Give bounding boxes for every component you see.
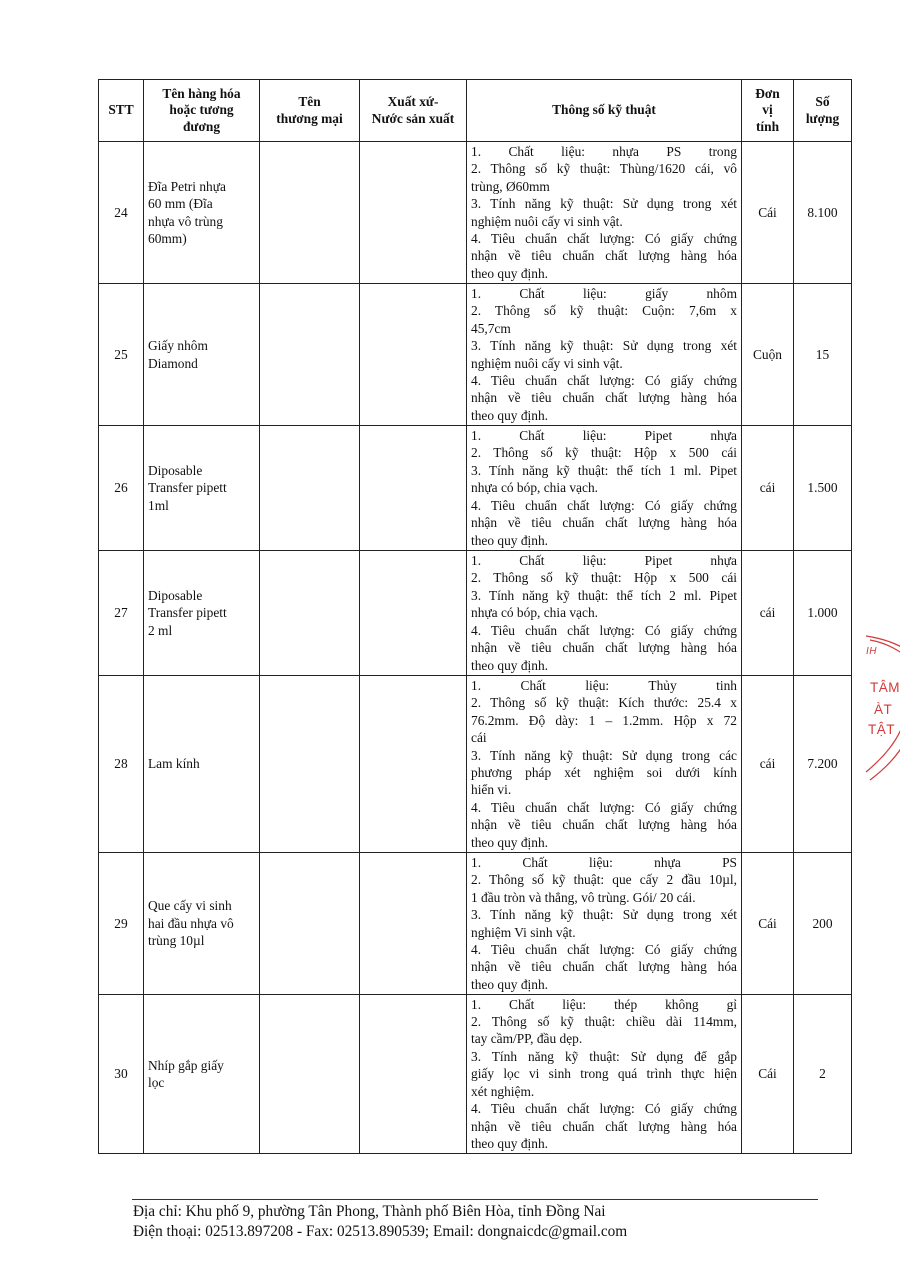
spec-line: 2. Thông số kỹ thuật: Hộp x 500 cái — [471, 445, 737, 461]
row-unit: cái — [742, 426, 794, 551]
spec-line: 1. Chất liệu: giấy nhôm — [471, 285, 737, 301]
item-name-line: Que cấy vi sinh — [148, 898, 232, 914]
spec-line: xét nghiệm. — [471, 1083, 535, 1099]
row-trade-name — [260, 142, 360, 284]
spec-line: hiển vi. — [471, 782, 512, 798]
row-origin — [360, 676, 467, 853]
row-specifications — [467, 676, 742, 853]
spec-line: nhận về tiêu chuẩn chất lượng hàng hóa — [471, 1118, 737, 1134]
specification-table — [98, 79, 852, 1154]
spec-line: 2. Thông số kỹ thuật: Kích thước: 25.4 x — [471, 695, 737, 711]
spec-line: 3. Tính năng kỹ thuật: Sử dụng trong xét — [471, 338, 737, 354]
row-stt: 24 — [99, 142, 144, 284]
spec-line: 76.2mm. Độ dày: 1 – 1.2mm. Hộp x 72 — [471, 712, 737, 728]
header-trade-name: Tên thương mại — [260, 80, 360, 142]
row-stt: 29 — [99, 853, 144, 995]
row-origin — [360, 284, 467, 426]
spec-line: 1. Chất liệu: Pipet nhựa — [471, 553, 737, 569]
spec-line: nghiệm Vi sinh vật. — [471, 924, 576, 940]
spec-line: 2. Thông số kỹ thuật: chiều dài 114mm, — [471, 1014, 737, 1030]
spec-line: 2. Thông số kỹ thuật: Hộp x 500 cái — [471, 570, 737, 586]
item-name-line: Đĩa Petri nhựa — [148, 178, 226, 194]
item-name-line: Giấy nhôm — [148, 338, 208, 354]
spec-line: 45,7cm — [471, 320, 511, 336]
spec-line: 2. Thông số kỹ thuật: que cấy 2 đầu 10µl, — [471, 872, 737, 888]
row-quantity: 1.000 — [794, 551, 852, 676]
row-quantity: 2 — [794, 995, 852, 1154]
row-stt: 28 — [99, 676, 144, 853]
row-specifications — [467, 551, 742, 676]
item-name-line: Transfer pipett — [148, 480, 227, 496]
row-item-name — [144, 853, 260, 995]
table-row — [99, 853, 852, 995]
spec-line: theo quy định. — [471, 265, 548, 281]
spec-line: phương pháp xét nghiệm soi dưới kính — [471, 765, 737, 780]
spec-line: 3. Tính năng kỹ thuật: thể tích 1 ml. Pipet — [471, 462, 737, 478]
row-unit: cái — [742, 551, 794, 676]
spec-line: 3. Tính năng kỹ thuật: Sử dụng trong các — [471, 747, 737, 763]
spec-line: 4. Tiêu chuẩn chất lượng: Có giấy chứng — [471, 372, 737, 388]
row-unit: Cái — [742, 142, 794, 284]
spec-line: nhựa có bóp, chia vạch. — [471, 480, 598, 496]
row-stt: 25 — [99, 284, 144, 426]
spec-line: 1. Chất liệu: thép không gỉ — [471, 996, 737, 1012]
spec-line: theo quy định. — [471, 976, 548, 992]
row-item-name — [144, 551, 260, 676]
table-row — [99, 676, 852, 853]
row-origin — [360, 551, 467, 676]
header-origin: Xuất xứ- Nước sản xuất — [360, 80, 467, 142]
row-origin — [360, 142, 467, 284]
row-quantity: 1.500 — [794, 426, 852, 551]
stamp-text-line-3: TẬT — [868, 722, 895, 737]
spec-line: nhận về tiêu chuẩn chất lượng hàng hóa — [471, 817, 737, 833]
spec-line: 3. Tính năng kỹ thuật: Sử dụng để gắp — [471, 1048, 737, 1064]
header-quantity: Số lượng — [794, 80, 852, 142]
stamp-text-line-1: TÂM — [870, 680, 900, 695]
spec-line: 4. Tiêu chuẩn chất lượng: Có giấy chứng — [471, 1101, 737, 1117]
row-stt: 26 — [99, 426, 144, 551]
row-trade-name — [260, 676, 360, 853]
row-origin — [360, 995, 467, 1154]
row-specifications — [467, 995, 742, 1154]
item-name-line: Lam kính — [148, 756, 200, 772]
row-specifications — [467, 284, 742, 426]
spec-line: 1 đầu tròn và thẳng, vô trùng. Gói/ 20 cái. — [471, 889, 696, 905]
row-specifications — [467, 853, 742, 995]
spec-line: 4. Tiêu chuẩn chất lượng: Có giấy chứng — [471, 497, 737, 513]
row-origin — [360, 853, 467, 995]
item-name-line: Nhíp gắp giấy — [148, 1057, 224, 1073]
stamp-text-partial: IH — [866, 646, 877, 657]
spec-line: theo quy định. — [471, 657, 548, 673]
spec-line: 4. Tiêu chuẩn chất lượng: Có giấy chứng — [471, 941, 737, 957]
spec-line: nhận về tiêu chuẩn chất lượng hàng hóa — [471, 959, 737, 975]
spec-line: nhựa có bóp, chia vạch. — [471, 605, 598, 621]
footer-divider — [132, 1199, 818, 1200]
spec-line: nhận về tiêu chuẩn chất lượng hàng hóa — [471, 640, 737, 656]
row-unit: Cái — [742, 995, 794, 1154]
spec-line: theo quy định. — [471, 407, 548, 423]
row-specifications — [467, 142, 742, 284]
spec-line: nghiệm nuôi cấy vi sinh vật. — [471, 355, 623, 371]
spec-line: 1. Chất liệu: nhựa PS — [471, 854, 737, 870]
item-name-line: 60mm) — [148, 230, 187, 246]
row-stt: 27 — [99, 551, 144, 676]
item-name-line: 2 ml — [148, 622, 173, 638]
item-name-line: nhựa vô trùng — [148, 213, 223, 229]
header-stt: STT — [99, 80, 144, 142]
row-trade-name — [260, 284, 360, 426]
row-specifications — [467, 426, 742, 551]
table-row — [99, 995, 852, 1154]
row-stt: 30 — [99, 995, 144, 1154]
spec-line: theo quy định. — [471, 834, 548, 850]
row-quantity: 7.200 — [794, 676, 852, 853]
row-item-name — [144, 142, 260, 284]
table-row — [99, 142, 852, 284]
spec-line: 3. Tính năng kỹ thuật: Sử dụng trong xét — [471, 196, 737, 212]
row-quantity: 200 — [794, 853, 852, 995]
row-unit: Cái — [742, 853, 794, 995]
row-quantity: 15 — [794, 284, 852, 426]
spec-line: 2. Thông số kỹ thuật: Cuộn: 7,6m x — [471, 303, 737, 319]
spec-line: giấy lọc vi sinh trong quá trình thực hiện — [471, 1066, 737, 1082]
row-origin — [360, 426, 467, 551]
item-name-line: hai đầu nhựa vô — [148, 915, 234, 931]
spec-line: 3. Tính năng kỹ thuật: thể tích 2 ml. Pipet — [471, 587, 737, 603]
row-trade-name — [260, 551, 360, 676]
spec-line: theo quy định. — [471, 1135, 548, 1151]
row-item-name — [144, 676, 260, 853]
row-item-name — [144, 284, 260, 426]
spec-line: tay cầm/PP, đầu dẹp. — [471, 1031, 583, 1047]
table-row — [99, 551, 852, 676]
item-name-line: Diposable — [148, 462, 203, 478]
spec-line: nghiệm nuôi cấy vi sinh vật. — [471, 213, 623, 229]
item-name-line: lọc — [148, 1075, 165, 1090]
row-unit: Cuộn — [742, 284, 794, 426]
row-trade-name — [260, 853, 360, 995]
footer-address: Địa chỉ: Khu phố 9, phường Tân Phong, Thành phố Biên Hòa, tỉnh Đồng Nai — [133, 1203, 606, 1220]
header-item-name: Tên hàng hóa hoặc tương đương — [144, 80, 260, 142]
spec-line: trùng, Ø60mm — [471, 178, 550, 194]
spec-line: nhận về tiêu chuẩn chất lượng hàng hóa — [471, 390, 737, 406]
spec-line: cái — [471, 730, 487, 746]
spec-line: theo quy định. — [471, 532, 548, 548]
header-specifications: Thông số kỹ thuật — [467, 80, 742, 142]
item-name-line: Diamond — [148, 355, 198, 371]
row-item-name — [144, 995, 260, 1154]
footer-contact: Điện thoại: 02513.897208 - Fax: 02513.890539; Email: dongnaicdc@gmail.com — [133, 1223, 628, 1240]
spec-line: 1. Chất liệu: Pipet nhựa — [471, 428, 737, 444]
spec-line: 4. Tiêu chuẩn chất lượng: Có giấy chứng — [471, 230, 737, 246]
spec-line: 3. Tính năng kỹ thuật: Sử dụng trong xét — [471, 907, 737, 923]
spec-line: 4. Tiêu chuẩn chất lượng: Có giấy chứng — [471, 799, 737, 815]
table-header-row — [99, 80, 852, 142]
item-name-line: Transfer pipett — [148, 605, 227, 621]
spec-line: nhận về tiêu chuẩn chất lượng hàng hóa — [471, 515, 737, 531]
spec-line: 1. Chất liệu: Thủy tinh — [471, 677, 737, 693]
row-quantity: 8.100 — [794, 142, 852, 284]
row-trade-name — [260, 995, 360, 1154]
table-row — [99, 426, 852, 551]
header-unit: Đơn vị tính — [742, 80, 794, 142]
row-item-name — [144, 426, 260, 551]
spec-line: nhận về tiêu chuẩn chất lượng hàng hóa — [471, 248, 737, 264]
spec-line: 1. Chất liệu: nhựa PS trong — [471, 143, 737, 159]
spec-line: 4. Tiêu chuẩn chất lượng: Có giấy chứng — [471, 622, 737, 638]
item-name-line: trùng 10µl — [148, 933, 205, 949]
item-name-line: 60 mm (Đĩa — [148, 196, 213, 212]
item-name-line: 1ml — [148, 497, 169, 513]
spec-line: 2. Thông số kỹ thuật: Thùng/1620 cái, vô — [471, 161, 737, 177]
table-row — [99, 284, 852, 426]
row-trade-name — [260, 426, 360, 551]
stamp-text-line-2: ÀT — [874, 702, 893, 717]
row-unit: cái — [742, 676, 794, 853]
item-name-line: Diposable — [148, 587, 203, 603]
